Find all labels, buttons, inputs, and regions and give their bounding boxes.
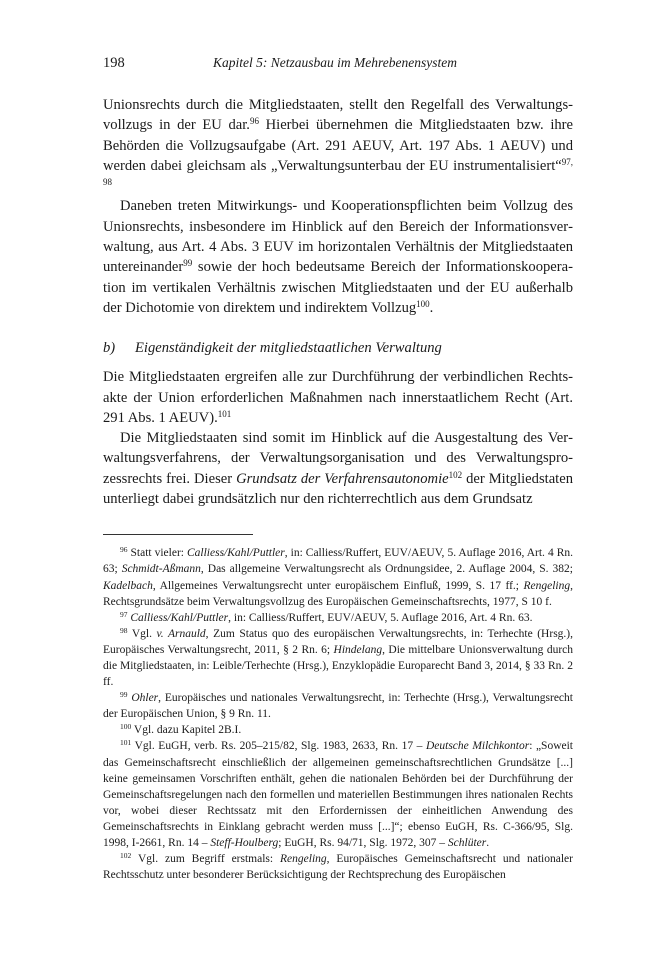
text: Die Mitgliedstaaten sind somit im Hinblick auf die Ausgestaltung des Verwaltungsverfahrens, der Verwaltungsorganisation und des Verwaltungsprozessrechts frei. Dieser: [103, 430, 573, 487]
author: Hindelang: [333, 643, 383, 656]
paragraph-3: [103, 367, 573, 428]
author: Rengeling: [280, 853, 327, 866]
text: Hierbei übernehmen die Mitgliedstaaten bzw. ihre Behörden die Vollzugsaufgabe (Art. 291 AEUV, Art. 197 Abs. 1 AEUV) und werden dabei gleichsam als „Verwaltungsunterbau der EU instrumentalisiert“: [103, 117, 574, 174]
footnote-99: [103, 690, 573, 722]
text: , Allgemeines Verwaltungsrecht unter europäischem Einfluß, 1999, S. 17 ff.;: [152, 579, 524, 592]
paragraph-4: [103, 428, 573, 509]
case-name: Steff-Houlberg: [210, 837, 279, 850]
text: sowie der hoch bedeutsame Bereich der Informationskooperation im vertikalen Verhältnis zwischen Mitgliedstaaten und der EU außerhalb der Dichotomie von direktem und indirektem Vollzug: [103, 259, 573, 316]
page-number: 198: [103, 55, 125, 71]
text: .: [429, 299, 434, 316]
footnote-100: [103, 722, 573, 738]
text: , Zum Status quo des europäischen Verwaltungsrechts, in: Terhechte (Hrsg.), Europäisches Verwaltungsrecht, 2011, § 2 Rn. 6;: [103, 627, 573, 656]
author: Ohler: [131, 692, 159, 705]
document-page: [103, 55, 573, 883]
footnote-101: [103, 738, 573, 851]
footnote-number: 100: [120, 722, 132, 732]
text: .: [486, 837, 490, 850]
footnote-ref-99[interactable]: 99: [183, 258, 193, 269]
text: Vgl. dazu Kapitel 2B.I.: [131, 724, 242, 737]
text: Daneben treten Mitwirkungs- und Kooperationspflichten beim Vollzug des Unionsrechts, insbesondere im Hinblick auf den Bereich der Informationsverwaltung, aus Art. 4 Abs. 3 EUV im horizontalen Verhältnis der Mitgliedstaaten untereinander: [103, 198, 573, 276]
author: Kadelbach: [103, 579, 153, 592]
author: Calliess/Kahl/Puttler: [130, 611, 229, 624]
emphasis: Grundsatz der Verfahrensautonomie: [236, 470, 449, 487]
text: , Das allgemeine Verwaltungsrecht als Ordnungsidee, 2. Auflage 2004, S. 382;: [200, 563, 573, 576]
footnote-ref-97-98[interactable]: 97, 98: [103, 156, 573, 188]
main-text: [103, 95, 573, 509]
footnote-ref-96[interactable]: 96: [249, 116, 259, 127]
footnote-ref-101[interactable]: 101: [217, 408, 232, 419]
footnote-ref-102[interactable]: 102: [448, 469, 463, 480]
footnotes: [103, 545, 573, 883]
text: Statt vieler:: [127, 547, 187, 560]
footnote-96: [103, 545, 573, 609]
footnote-number: 98: [120, 625, 128, 635]
footnote-number: 102: [120, 851, 132, 861]
page-header: [103, 55, 573, 77]
footnote-separator: [103, 534, 253, 535]
footnote-102: [103, 851, 573, 883]
author: Calliess/Kahl/Puttler: [186, 547, 285, 560]
footnote-number: 99: [120, 690, 128, 700]
section-heading: [103, 338, 573, 358]
text: , in: Calliess/Ruffert, EUV/AEUV, 5. Auflage 2016, Art. 4 Rn. 63.: [228, 611, 533, 624]
footnote-98: [103, 626, 573, 690]
case-name: Deutsche Milchkontor: [425, 740, 530, 753]
text: Unionsrechts durch die Mitgliedstaaten, stellt den Regelfall des Verwaltungsvollzugs in der EU dar.: [103, 97, 573, 134]
footnote-number: 96: [120, 545, 128, 555]
author: Schmidt-Aßmann: [121, 563, 201, 576]
text: , Rechtsgrundsätze beim Verwaltungsvollzug des Europäischen Gemeinschaftsrechts, 1977, S 10 f.: [103, 579, 573, 608]
footnote-number: 101: [120, 738, 132, 748]
text: Vgl. zum Begriff erstmals:: [131, 853, 281, 866]
heading-label: b): [103, 340, 116, 357]
footnote-ref-100[interactable]: 100: [416, 298, 430, 309]
author: Rengeling: [523, 579, 571, 592]
author: v. Arnauld: [156, 627, 206, 640]
text: Die Mitgliedstaaten ergreifen alle zur Durchführung der verbindlichen Rechtsakte der Union erforderlichen Maßnahmen nach innerstaatlichem Recht (Art. 291 Abs. 1 AEUV).: [103, 369, 573, 426]
text: Vgl.: [127, 627, 157, 640]
text: Vgl. EuGH, verb. Rs. 205–215/82, Slg. 1983, 2633, Rn. 17 –: [131, 740, 426, 753]
text: , Europäisches Gemeinschaftsrecht und nationaler Rechtsschutz unter besonderer Berücksichtigung der Rechtsprechung des Europäischen: [103, 853, 573, 882]
text: , in: Calliess/Ruffert, EUV/AEUV, 5. Auflage 2016, Art. 4 Rn. 63;: [103, 547, 573, 576]
footnote-number: 97: [120, 609, 128, 619]
heading-title: Eigenständigkeit der mitgliedstaatlichen Verwaltung: [135, 340, 442, 357]
paragraph-2: [103, 196, 573, 318]
text: , Die mittelbare Unionsverwaltung durch die Mitgliedstaaten, in: Leible/Terhechte (Hrsg.), Enzyklopädie Europarecht Band 3, 2014, § 33 Rn. 2 ff.: [103, 643, 574, 689]
text: , Europäisches und nationales Verwaltungsrecht, in: Terhechte (Hrsg.), Verwaltungsrecht der Europäischen Union, § 9 Rn. 11.: [103, 692, 573, 721]
text: ; EuGH, Rs. 94/71, Slg. 1972, 307 –: [278, 837, 448, 850]
running-title: Kapitel 5: Netzausbau im Mehrebenensystem: [213, 55, 457, 70]
text: der Mitgliedstaten unterliegt dabei grundsätzlich nur den richterrechtlich aus dem Grundsatz: [103, 470, 573, 508]
paragraph-1: [103, 95, 573, 196]
text: : „Soweit das Gemeinschaftsrecht einschließlich der allgemeinen gemeinschaftsrechtlichen Grundsätze [...] keine gemeinsamen Vorschriften enthält, gehen die nationalen Behörden bei der Durchführung der Gemeinschaftsregelungen nach den formellen und materiellen Bestimmungen ihres nationalen Rechts vor, wobei dieser Rechtssatz mit den Erfordernissen der einheitlichen Anwendung des Gemeinschaftsrechts in Einklang gebracht werden muss [...]“; ebenso EuGH, Rs. C-366/95, Slg. 1998, I-2661, Rn. 14 –: [103, 740, 574, 850]
case-name: Schlüter: [447, 837, 487, 850]
footnote-97: [103, 610, 573, 626]
